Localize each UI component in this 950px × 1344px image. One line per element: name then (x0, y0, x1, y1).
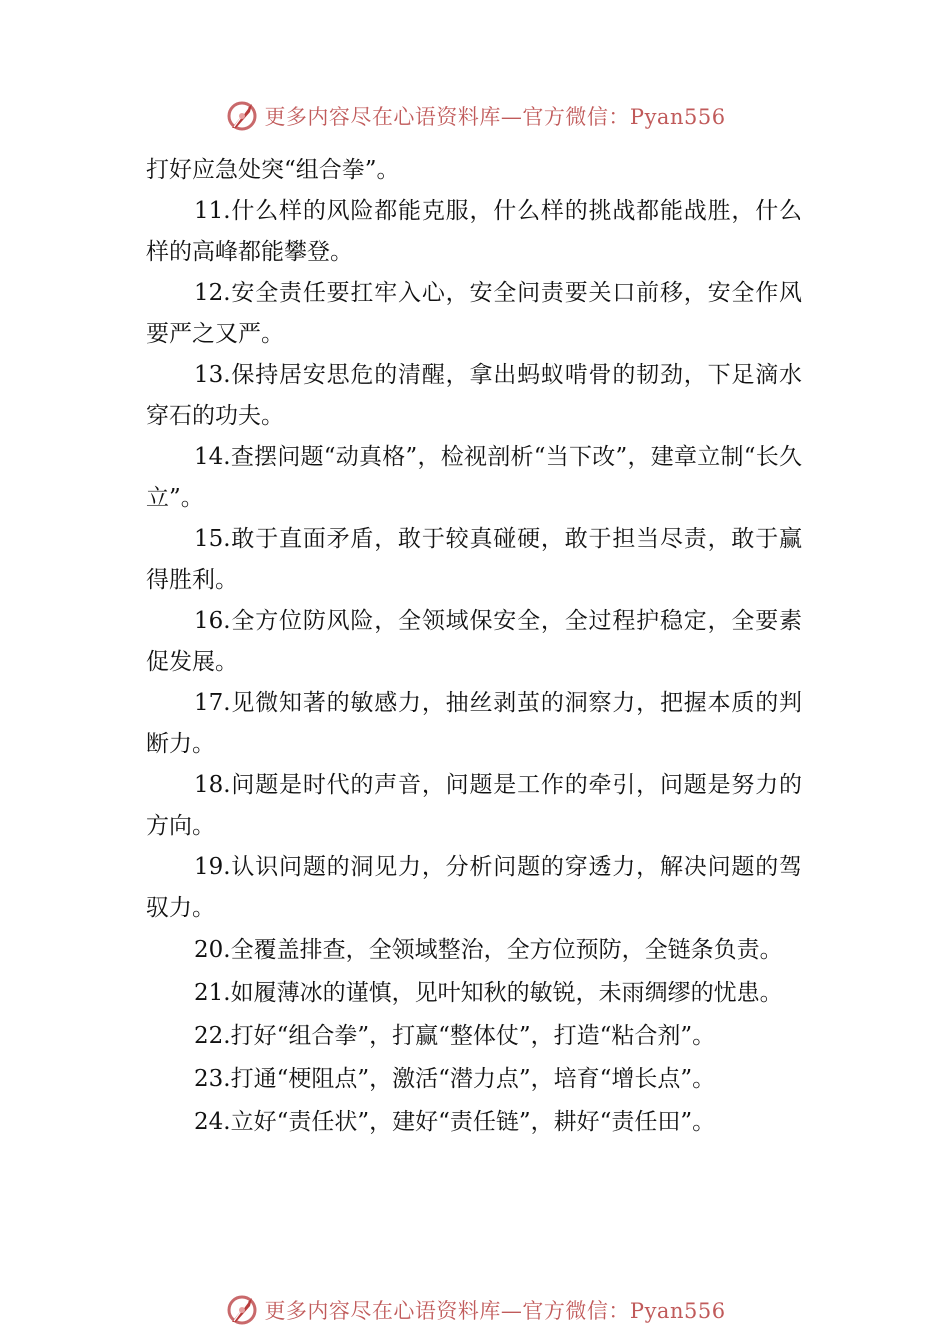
paragraph: 11.什么样的风险都能克服，什么样的挑战都能战胜，什么样的高峰都能攀登。 (146, 198, 802, 265)
quill-logo-icon (224, 98, 260, 134)
paragraph: 16.全方位防风险，全领域保安全，全过程护稳定，全要素促发展。 (146, 608, 802, 675)
watermark-text: 更多内容尽在心语资料库—官方微信：Pyan556 (264, 105, 726, 129)
paragraph: 23.打通“梗阻点”，激活“潜力点”，培育“增长点”。 (194, 1066, 716, 1092)
paragraph: 18.问题是时代的声音，问题是工作的牵引，问题是努力的方向。 (146, 772, 802, 839)
paragraph: 17.见微知著的敏感力，抽丝剥茧的洞察力，把握本质的判断力。 (146, 690, 802, 757)
watermark-text: 更多内容尽在心语资料库—官方微信：Pyan556 (264, 1299, 726, 1323)
paragraph: 24.立好“责任状”，建好“责任链”，耕好“责任田”。 (194, 1109, 716, 1135)
paragraph: 15.敢于直面矛盾，敢于较真碰硬，敢于担当尽责，敢于赢得胜利。 (146, 526, 802, 593)
paragraph: 13.保持居安思危的清醒，拿出蚂蚁啃骨的韧劲，下足滴水穿石的功夫。 (146, 362, 802, 429)
paragraph: 19.认识问题的洞见力，分析问题的穿透力，解决问题的驾驭力。 (146, 854, 802, 921)
document-body (146, 150, 802, 1144)
paragraph: 20.全覆盖排查，全领域整治，全方位预防，全链条负责。 (194, 937, 783, 963)
paragraph: 14.查摆问题“动真格”，检视剖析“当下改”，建章立制“长久立”。 (146, 444, 802, 511)
paragraph: 打好应急处突“组合拳”。 (146, 157, 400, 183)
paragraph: 12.安全责任要扛牢入心，安全问责要关口前移，安全作风要严之又严。 (146, 280, 802, 347)
paragraph: 22.打好“组合拳”，打赢“整体仗”，打造“粘合剂”。 (194, 1023, 716, 1049)
quill-logo-icon (224, 1292, 260, 1328)
header-watermark (0, 96, 950, 136)
footer-watermark (0, 1290, 950, 1330)
paragraph: 21.如履薄冰的谨慎，见叶知秋的敏锐，未雨绸缪的忧患。 (194, 980, 783, 1006)
